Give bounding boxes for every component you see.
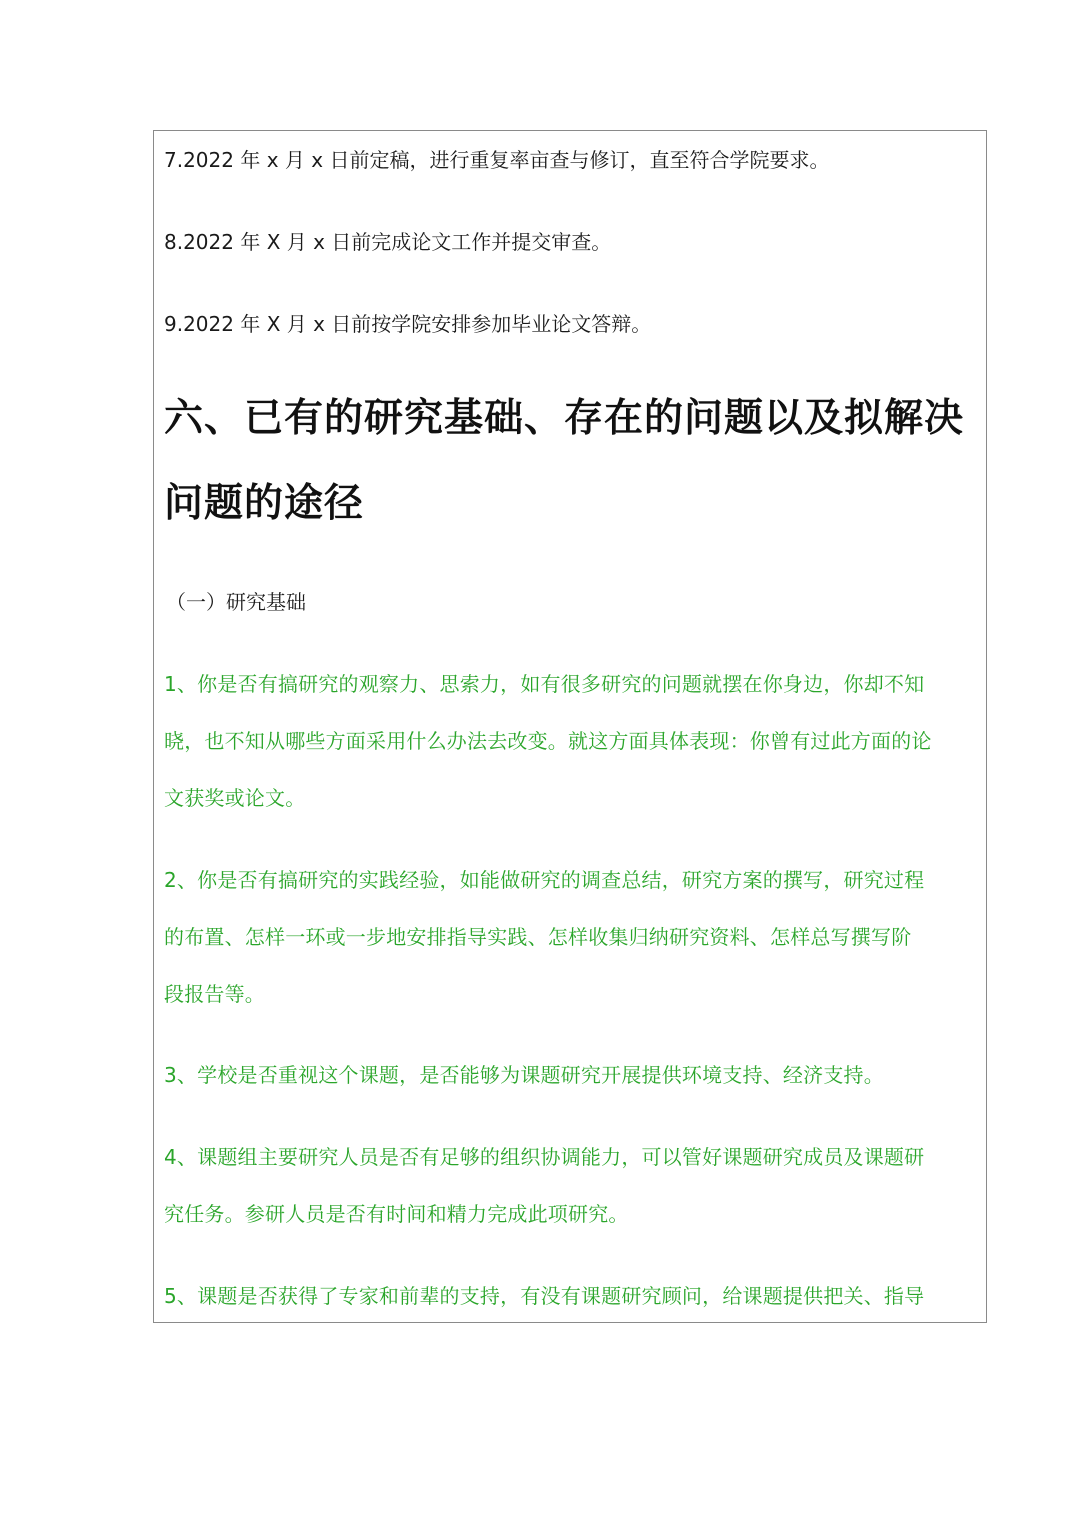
schedule-item-8: 8.2022 年 X 月 x 日前完成论文工作并提交审查。	[164, 230, 612, 254]
section-title-line-2: 问题的途径	[164, 481, 365, 526]
item-1-line-3: 文获奖或论文。	[164, 786, 306, 810]
item-2-line-3: 段报告等。	[164, 982, 265, 1006]
section-title-line-1: 六、已有的研究基础、存在的问题以及拟解决	[164, 396, 965, 441]
schedule-item-7: 7.2022 年 x 月 x 日前定稿，进行重复率亩查与修订，直至符合学院要求。	[164, 148, 830, 172]
item-1-line-2: 晓，也不知从哪些方面采用什么办法去改变。就这方面具体表现：你曾有过此方面的论	[164, 729, 932, 753]
item-2-line-2: 的布置、怎样一环或一步地安排指导实践、怎样收集归纳研究资料、怎样总写撰写阶	[164, 925, 912, 949]
item-1-line-1: 1、你是否有搞研究的观察力、思索力，如有很多研究的问题就摆在你身边，你却不知	[164, 672, 925, 696]
document-frame	[153, 130, 987, 1323]
item-4-line-1: 4、课题组主要研究人员是否有足够的组织协调能力，可以管好课题研究成员及课题研	[164, 1145, 925, 1169]
item-4-line-2: 究任务。参研人员是否有时间和精力完成此项研究。	[164, 1202, 629, 1226]
item-5-line-1: 5、课题是否获得了专家和前辈的支持，有没有课题研究顾问，给课题提供把关、指导	[164, 1284, 925, 1308]
item-2-line-1: 2、你是否有搞研究的实践经验，如能做研究的调查总结，研究方案的撰写，研究过程	[164, 868, 925, 892]
item-3-line-1: 3、学校是否重视这个课题，是否能够为课题研究开展提供环境支持、经济支持。	[164, 1063, 884, 1087]
subsection-heading: （一）研究基础	[166, 590, 306, 614]
schedule-item-9: 9.2022 年 X 月 x 日前按学院安排参加毕业论文答辩。	[164, 312, 652, 336]
